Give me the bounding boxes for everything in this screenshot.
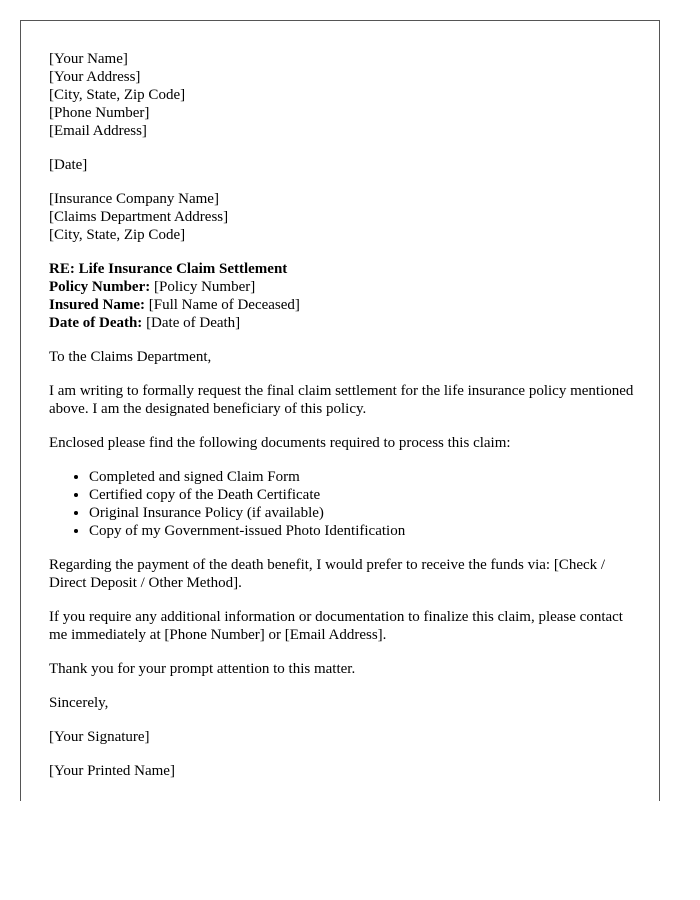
subject-line: RE: Life Insurance Claim Settlement bbox=[49, 261, 288, 277]
insured-name-label: Insured Name: bbox=[49, 297, 145, 313]
date-of-death-value: [Date of Death] bbox=[146, 315, 241, 331]
payment-paragraph: Regarding the payment of the death benefit, I would prefer to receive the funds via: [Check / Direct Deposit / Other Method]. bbox=[49, 557, 606, 591]
letter-content bbox=[49, 50, 639, 796]
date-block bbox=[49, 156, 639, 174]
documents-list bbox=[49, 468, 639, 540]
thanks-paragraph: Thank you for your prompt attention to this matter. bbox=[49, 661, 356, 677]
sender-address: [Your Address] bbox=[49, 69, 141, 85]
list-item: • Certified copy of the Death Certificate bbox=[89, 486, 639, 504]
enclosed-paragraph: Enclosed please find the following documents required to process this claim: bbox=[49, 435, 511, 451]
letter-page bbox=[20, 20, 660, 801]
sender-phone: [Phone Number] bbox=[49, 105, 150, 121]
list-item: • Original Insurance Policy (if available) bbox=[89, 504, 639, 522]
sender-email: [Email Address] bbox=[49, 123, 147, 139]
policy-number-line bbox=[49, 278, 639, 296]
printed-name-placeholder: [Your Printed Name] bbox=[49, 763, 175, 779]
recipient-block bbox=[49, 190, 639, 244]
policy-number-label: Policy Number: bbox=[49, 279, 151, 295]
date-of-death-label: Date of Death: bbox=[49, 315, 143, 331]
date-of-death-line bbox=[49, 314, 639, 332]
signature-placeholder: [Your Signature] bbox=[49, 729, 150, 745]
policy-number-value: [Policy Number] bbox=[153, 279, 256, 295]
list-item: • Copy of my Government-issued Photo Identification bbox=[89, 522, 639, 540]
valediction: Sincerely, bbox=[49, 695, 109, 711]
intro-paragraph: I am writing to formally request the final claim settlement for the life insurance policy mentioned above. I am the designated beneficiary of this policy. bbox=[49, 383, 634, 417]
contact-paragraph: If you require any additional information or documentation to finalize this claim, please contact me immediately at [Phone Number] or [Email Address]. bbox=[49, 609, 623, 643]
list-item: • Completed and signed Claim Form bbox=[89, 468, 639, 486]
sender-city-state-zip: [City, State, Zip Code] bbox=[49, 87, 186, 103]
sender-block bbox=[49, 50, 639, 140]
salutation: To the Claims Department, bbox=[49, 349, 212, 365]
letter-date: [Date] bbox=[49, 157, 88, 173]
sender-name: [Your Name] bbox=[49, 51, 128, 67]
insured-name-line bbox=[49, 296, 639, 314]
recipient-company: [Insurance Company Name] bbox=[49, 191, 219, 207]
insured-name-value: [Full Name of Deceased] bbox=[148, 297, 300, 313]
reference-block bbox=[49, 260, 639, 332]
recipient-department-address: [Claims Department Address] bbox=[49, 209, 229, 225]
recipient-city-state-zip: [City, State, Zip Code] bbox=[49, 227, 186, 243]
